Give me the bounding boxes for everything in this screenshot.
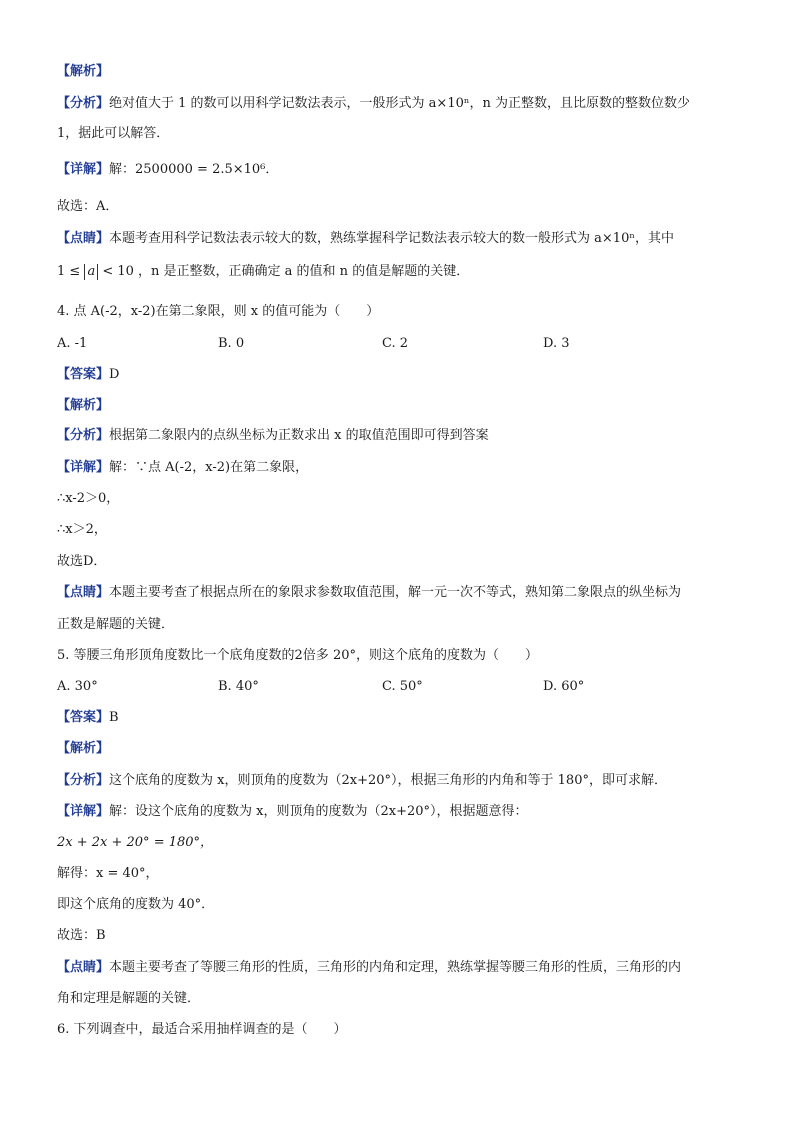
q6-stem: 6. 下列调查中，最适合采用抽样调查的是（ ） xyxy=(57,1022,347,1037)
q5-dianjing-1: 本题主要考查了等腰三角形的性质，三角形的内角和定理，熟练掌握等腰三角形的性质，三角形的内 xyxy=(109,960,682,975)
xiangjie-tag: 【详解】 xyxy=(57,162,110,177)
q4-stem: 4. 点 A(-2，x-2)在第二象限，则 x 的值可能为（ ） xyxy=(57,304,380,319)
q5-option-c: C. 50° xyxy=(382,679,423,694)
q4-answer-tag: 【答案】 xyxy=(57,367,110,382)
q4-xiangjie-tag: 【详解】 xyxy=(57,460,110,475)
dianjing-ineq-right: < 10 ，n 是正整数，正确确定 a 的值和 n 的值是解题的关键． xyxy=(98,264,470,279)
q5-equation: 2x + 2x + 20° = 180°， xyxy=(57,835,214,850)
xiangjie-line xyxy=(57,161,278,179)
q5-answer: B xyxy=(109,710,119,725)
xiangjie-text: 解：2500000 = 2.5×10⁶． xyxy=(109,162,279,177)
q5-option-d: D. 60° xyxy=(543,679,585,694)
q5-option-b: B. 40° xyxy=(218,679,259,694)
q4-option-a: A. -1 xyxy=(57,336,88,351)
q4-dianjing-1: 本题主要考查了根据点所在的象限求参数取值范围，解一元一次不等式，熟知第二象限点的纵坐标为 xyxy=(109,585,682,600)
q5-xiangjie: 解：设这个底角的度数为 x，则顶角的度数为（2x+20°），根据题意得： xyxy=(109,804,528,819)
q5-dianjing-tag: 【点睛】 xyxy=(57,960,110,975)
q5-xiangjie-line xyxy=(57,803,528,821)
dianjing-line-2 xyxy=(57,263,469,281)
q5-dianjing-line-2: 角和定理是解题的关键． xyxy=(57,991,201,1006)
q5-option-a: A. 30° xyxy=(57,679,98,694)
q4-option-b: B. 0 xyxy=(218,336,245,351)
q4-dianjing-tag: 【点睛】 xyxy=(57,585,110,600)
q4-option-d: D. 3 xyxy=(543,336,570,351)
q5-solve: 解得：x = 40°， xyxy=(57,866,159,881)
q4-fenxi-tag: 【分析】 xyxy=(57,428,110,443)
q5-dianjing-line-1 xyxy=(57,959,681,977)
dianjing-text-1: 本题考查用科学记数法表示较大的数，熟练掌握科学记数法表示较大的数一般形式为 a×10ⁿ，其中 xyxy=(109,231,674,246)
fenxi-tag: 【分析】 xyxy=(57,96,110,111)
q5-fenxi-line xyxy=(57,772,667,790)
q4-dianjing-line-2: 正数是解题的关键． xyxy=(57,617,175,632)
fenxi-text-1: 绝对值大于 1 的数可以用科学记数法表示，一般形式为 a×10ⁿ，n 为正整数，且比原数的整数位数少 xyxy=(109,96,690,111)
q4-step-2: ∴x＞2， xyxy=(57,522,107,537)
q4-guxuan: 故选D． xyxy=(57,554,107,569)
dianjing-line-1 xyxy=(57,230,674,248)
q5-xiangjie-tag: 【详解】 xyxy=(57,804,110,819)
dianjing-tag: 【点睛】 xyxy=(57,231,110,246)
q4-step-1: ∴x-2＞0， xyxy=(57,491,120,506)
q5-conclusion: 即这个底角的度数为 40°． xyxy=(57,897,215,912)
q4-option-c: C. 2 xyxy=(382,336,409,351)
q4-fenxi: 根据第二象限内的点纵坐标为正数求出 x 的取值范围即可得到答案 xyxy=(109,428,489,443)
q4-fenxi-line xyxy=(57,427,489,445)
q4-jiexi: 【解析】 xyxy=(57,398,110,413)
q4-answer: D xyxy=(109,367,120,382)
q5-stem: 5. 等腰三角形顶角度数比一个底角度数的2倍多 20°，则这个底角的度数为（ ） xyxy=(57,648,538,663)
q4-dianjing-line-1 xyxy=(57,584,681,602)
dianjing-ineq-left: 1 ≤ xyxy=(57,264,85,279)
q5-guxuan: 故选：B xyxy=(57,928,106,943)
q4-xiangjie: 解：∵点 A(-2，x-2)在第二象限， xyxy=(109,460,309,475)
q4-xiangjie-line xyxy=(57,459,308,477)
q5-jiexi: 【解析】 xyxy=(57,741,110,756)
abs-value-a: a xyxy=(84,264,98,280)
q5-answer-tag: 【答案】 xyxy=(57,710,110,725)
section-jiexi: 【解析】 xyxy=(57,64,110,79)
q5-fenxi-tag: 【分析】 xyxy=(57,773,110,788)
fenxi-line-2: 1，据此可以解答． xyxy=(57,126,170,141)
fenxi-line-1 xyxy=(57,95,690,113)
guxuan-line: 故选：A． xyxy=(57,199,119,214)
q4-answer-line xyxy=(57,366,119,384)
q5-answer-line xyxy=(57,709,119,727)
q5-fenxi: 这个底角的度数为 x，则顶角的度数为（2x+20°），根据三角形的内角和等于 180°，即可求解． xyxy=(109,773,667,788)
